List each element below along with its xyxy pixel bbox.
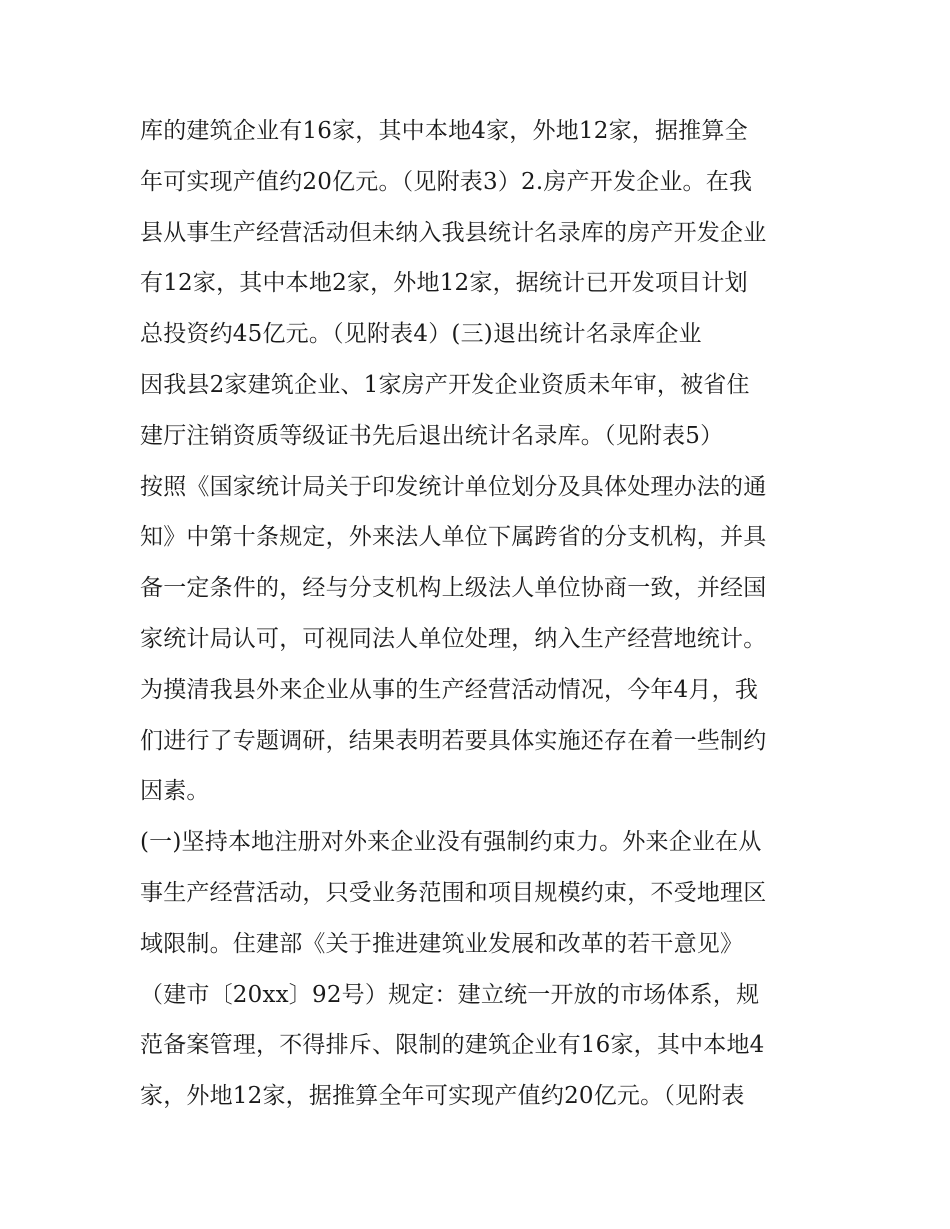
text-line-7: 建厅注销资质等级证书先后退出统计名录库。（见附表5） xyxy=(140,422,724,449)
text-line-16: 事生产经营活动，只受业务范围和项目规模约束，不受地理区 xyxy=(140,879,767,906)
text-line-3: 县从事生产经营活动但未纳入我县统计名录库的房产开发企业 xyxy=(140,219,767,246)
text-line-2: 年可实现产值约20亿元。（见附表3）2.房产开发企业。在我 xyxy=(140,168,753,195)
text-line-15: (一)坚持本地注册对外来企业没有强制约束力。外来企业在从 xyxy=(140,829,762,856)
body-text xyxy=(140,106,820,1122)
text-line-12: 为摸清我县外来企业从事的生产经营活动情况，今年4月，我 xyxy=(140,676,759,703)
text-line-17: 域限制。住建部《关于推进建筑业发展和改革的若干意见》 xyxy=(140,930,744,957)
text-line-6: 因我县2家建筑企业、1家房产开发企业资质未年审，被省住 xyxy=(140,371,750,398)
text-line-10: 备一定条件的，经与分支机构上级法人单位协商一致，并经国 xyxy=(140,575,767,602)
text-line-19: 范备案管理，不得排斥、限制的建筑企业有16家，其中本地4 xyxy=(140,1032,765,1059)
text-line-8: 按照《国家统计局关于印发统计单位划分及具体处理办法的通 xyxy=(140,473,767,500)
text-line-11: 家统计局认可，可视同法人单位处理，纳入生产经营地统计。 xyxy=(140,625,767,652)
text-line-14: 因素。 xyxy=(140,778,210,805)
text-line-18: （建市〔20xx〕92号）规定：建立统一开放的市场体系，规 xyxy=(140,981,760,1008)
text-line-1: 库的建筑企业有16家，其中本地4家，外地12家，据推算全 xyxy=(140,118,748,144)
text-line-13: 们进行了专题调研，结果表明若要具体实施还存在着一些制约 xyxy=(140,727,767,754)
text-line-20: 家，外地12家，据推算全年可实现产值约20亿元。（见附表 xyxy=(140,1083,745,1110)
text-line-4: 有12家，其中本地2家，外地12家，据统计已开发项目计划 xyxy=(140,270,748,297)
text-line-9: 知》中第十条规定，外来法人单位下属跨省的分支机构，并具 xyxy=(140,524,767,551)
text-line-5: 总投资约45亿元。（见附表4）(三)退出统计名录库企业 xyxy=(140,321,702,348)
